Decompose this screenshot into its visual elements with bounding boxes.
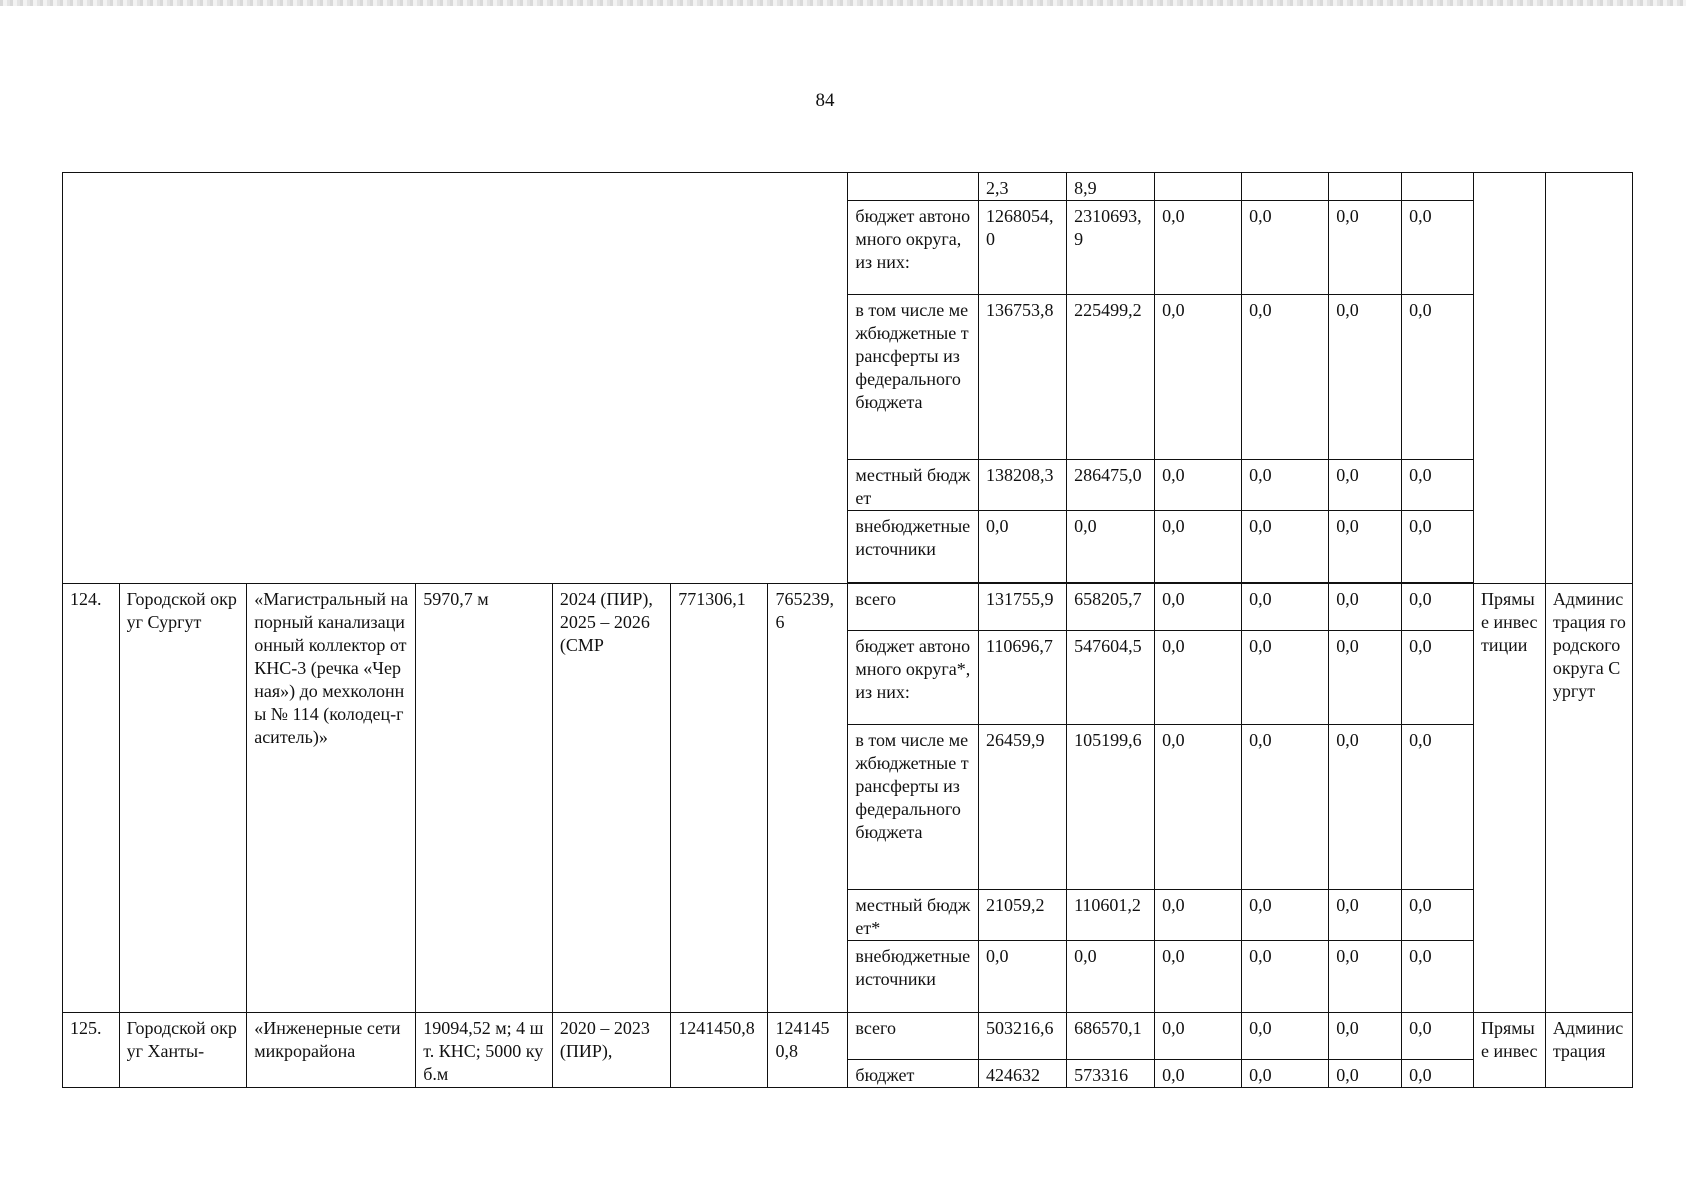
cell-value: 0,0 bbox=[1067, 941, 1155, 1013]
cell-estimated-cost: 1241450,8 bbox=[671, 1013, 768, 1088]
cell-source: бюджет автономного округа*, из них: bbox=[848, 631, 979, 725]
cell-value: 0,0 bbox=[1402, 295, 1474, 460]
cell-investment-type-blank bbox=[1473, 173, 1545, 584]
cell-value: 0,0 bbox=[1155, 460, 1242, 511]
cell-value: 0,0 bbox=[1242, 295, 1329, 460]
cell-value bbox=[1242, 173, 1329, 201]
cell-object-number: 125. bbox=[63, 1013, 120, 1088]
cell-value: 2310693,9 bbox=[1067, 201, 1155, 295]
cell-value: 0,0 bbox=[1402, 201, 1474, 295]
cell-value bbox=[1329, 173, 1402, 201]
cell-value: 0,0 bbox=[1402, 511, 1474, 583]
cell-value: 0,0 bbox=[1155, 631, 1242, 725]
cell-source: всего bbox=[848, 1013, 979, 1060]
cell-municipality: Городской округ Сургут bbox=[119, 584, 247, 1013]
cell-value: 0,0 bbox=[1329, 201, 1402, 295]
table-row bbox=[63, 1013, 1633, 1060]
cell-investment-type: Прямые инвестиции bbox=[1473, 584, 1545, 1013]
cell-remaining-cost: 765239,6 bbox=[768, 584, 848, 1013]
cell-source: местный бюджет bbox=[848, 460, 979, 511]
cell-value: 225499,2 bbox=[1067, 295, 1155, 460]
cell-value: 26459,9 bbox=[979, 725, 1067, 890]
cell-value: 0,0 bbox=[1242, 584, 1329, 631]
cell-value: 0,0 bbox=[1329, 295, 1402, 460]
cell-object-name: «Инженерные сети микрорайона bbox=[247, 1013, 416, 1088]
cell-value: 0,0 bbox=[1329, 511, 1402, 583]
cell-value: 110696,7 bbox=[979, 631, 1067, 725]
cell-value: 547604,5 bbox=[1067, 631, 1155, 725]
cell-value: 286475,0 bbox=[1067, 460, 1155, 511]
cell-responsible: Администрация городского округа Сургут bbox=[1545, 584, 1632, 1013]
cell-value: 0,0 bbox=[1155, 725, 1242, 890]
cell-value: 138208,3 bbox=[979, 460, 1067, 511]
cell-responsible: Администрация bbox=[1545, 1013, 1632, 1088]
cell-source: в том числе межбюджетные трансферты из федерального бюджета bbox=[848, 295, 979, 460]
cell-value: 424632 bbox=[979, 1060, 1067, 1088]
cell-value: 0,0 bbox=[1329, 460, 1402, 511]
cell-value: 1268054,0 bbox=[979, 201, 1067, 295]
cell-value: 0,0 bbox=[1329, 631, 1402, 725]
cell-value: 0,0 bbox=[1402, 631, 1474, 725]
cell-capacity: 5970,7 м bbox=[416, 584, 553, 1013]
cell-value: 0,0 bbox=[1242, 1060, 1329, 1088]
cell-remaining-cost: 1241450,8 bbox=[768, 1013, 848, 1088]
cell-value: 0,0 bbox=[1329, 941, 1402, 1013]
table-row bbox=[63, 173, 1633, 201]
cell-period: 2020 – 2023 (ПИР), bbox=[552, 1013, 670, 1088]
cell-value: 573316 bbox=[1067, 1060, 1155, 1088]
cell-source bbox=[848, 173, 979, 201]
cell-value: 0,0 bbox=[1242, 511, 1329, 583]
cell-source: бюджет автономного округа, из них: bbox=[848, 201, 979, 295]
cell-value: 131755,9 bbox=[979, 584, 1067, 631]
cell-value: 2,3 bbox=[979, 173, 1067, 201]
cell-value: 0,0 bbox=[1155, 1060, 1242, 1088]
cell-value: 0,0 bbox=[1329, 725, 1402, 890]
cell-object-name: «Магистральный напорный канализационный коллектор от КНС-3 (речка «Черная») до мехколонны № 114 (колодец-гаситель)» bbox=[247, 584, 416, 1013]
cell-value: 0,0 bbox=[1402, 941, 1474, 1013]
cell-value: 0,0 bbox=[1155, 941, 1242, 1013]
cell-source: внебюджетные источники bbox=[848, 941, 979, 1013]
cell-source: бюджет bbox=[848, 1060, 979, 1088]
cell-value: 0,0 bbox=[1067, 511, 1155, 583]
cell-source: всего bbox=[848, 584, 979, 631]
cell-value: 105199,6 bbox=[1067, 725, 1155, 890]
cell-value: 0,0 bbox=[1329, 1013, 1402, 1060]
cell-value: 136753,8 bbox=[979, 295, 1067, 460]
cell-municipality: Городской округ Ханты- bbox=[119, 1013, 247, 1088]
cell-value: 0,0 bbox=[1155, 584, 1242, 631]
cell-value: 0,0 bbox=[1242, 941, 1329, 1013]
cell-responsible-blank bbox=[1545, 173, 1632, 584]
cell-period: 2024 (ПИР), 2025 – 2026 (СМР bbox=[552, 584, 670, 1013]
cell-value: 0,0 bbox=[1402, 460, 1474, 511]
cell-investment-type: Прямые инвес bbox=[1473, 1013, 1545, 1088]
cell-value: 0,0 bbox=[1402, 1060, 1474, 1088]
cell-value: 0,0 bbox=[1155, 890, 1242, 941]
cell-value: 0,0 bbox=[1155, 295, 1242, 460]
investment-table bbox=[62, 172, 1633, 1088]
cell-value: 0,0 bbox=[1242, 1013, 1329, 1060]
cell-value: 0,0 bbox=[979, 941, 1067, 1013]
cell-value: 0,0 bbox=[1242, 460, 1329, 511]
page-number: 84 bbox=[815, 90, 835, 111]
cell-value: 110601,2 bbox=[1067, 890, 1155, 941]
cell-value: 0,0 bbox=[1155, 201, 1242, 295]
cell-value bbox=[1155, 173, 1242, 201]
cell-source: местный бюджет* bbox=[848, 890, 979, 941]
cell-value: 658205,7 bbox=[1067, 584, 1155, 631]
cell-value: 8,9 bbox=[1067, 173, 1155, 201]
cell-value: 0,0 bbox=[1155, 1013, 1242, 1060]
cell-value: 0,0 bbox=[1242, 725, 1329, 890]
cell-value: 0,0 bbox=[1329, 584, 1402, 631]
cell-source: в том числе межбюджетные трансферты из федерального бюджета bbox=[848, 725, 979, 890]
cell-value: 503216,6 bbox=[979, 1013, 1067, 1060]
cell-value: 21059,2 bbox=[979, 890, 1067, 941]
cell-value: 0,0 bbox=[1402, 584, 1474, 631]
cell-value bbox=[1402, 173, 1474, 201]
cell-value: 0,0 bbox=[1402, 1013, 1474, 1060]
cell-capacity: 19094,52 м; 4 шт. КНС; 5000 куб.м bbox=[416, 1013, 553, 1088]
cell-value: 686570,1 bbox=[1067, 1013, 1155, 1060]
cell-value: 0,0 bbox=[1329, 890, 1402, 941]
cell-source: внебюджетные источники bbox=[848, 511, 979, 583]
cell-estimated-cost: 771306,1 bbox=[671, 584, 768, 1013]
cell-value: 0,0 bbox=[1242, 201, 1329, 295]
cell-value: 0,0 bbox=[1402, 890, 1474, 941]
cell-value: 0,0 bbox=[1402, 725, 1474, 890]
cell-value: 0,0 bbox=[1242, 631, 1329, 725]
cell-value: 0,0 bbox=[1155, 511, 1242, 583]
cell-value: 0,0 bbox=[1242, 890, 1329, 941]
cell-value: 0,0 bbox=[1329, 1060, 1402, 1088]
continuation-blank-cell bbox=[63, 173, 848, 584]
scan-edge bbox=[0, 0, 1686, 6]
cell-value: 0,0 bbox=[979, 511, 1067, 583]
table-row bbox=[63, 584, 1633, 631]
cell-object-number: 124. bbox=[63, 584, 120, 1013]
